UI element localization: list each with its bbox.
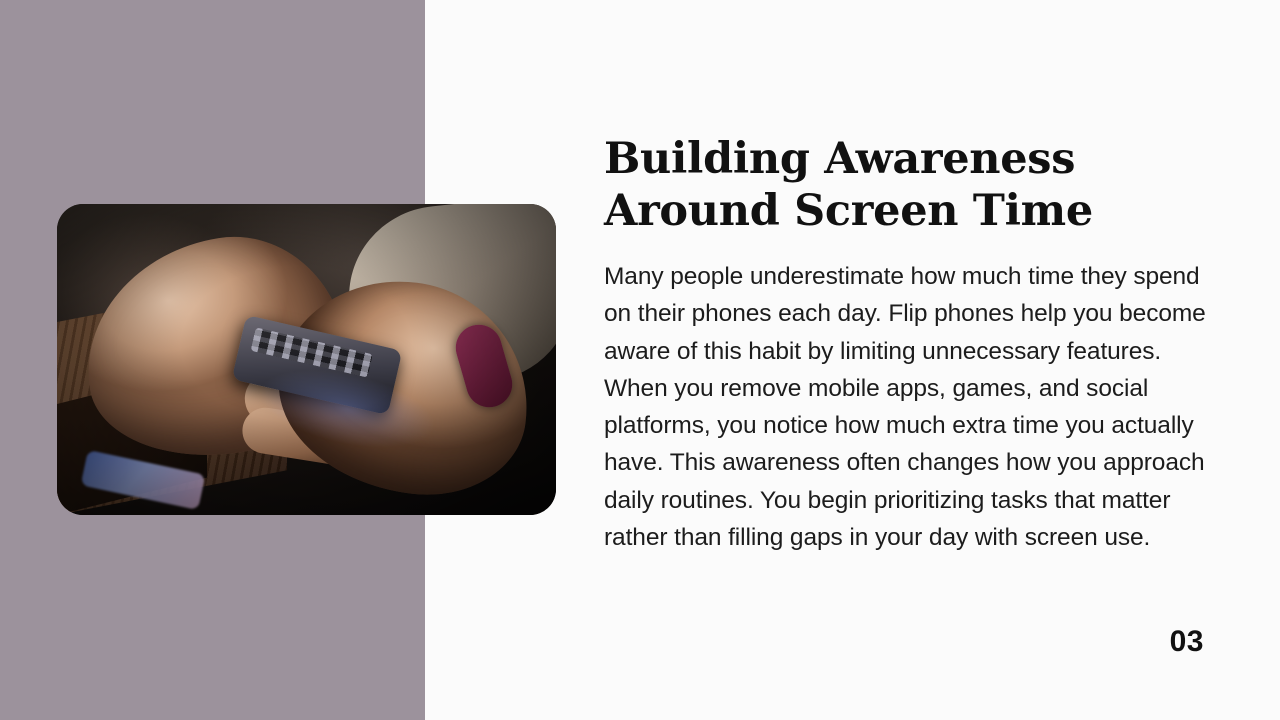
slide-content bbox=[604, 0, 1218, 720]
page-number: 03 bbox=[1169, 625, 1204, 658]
body-paragraph: Many people underestimate how much time they spend on their phones each day. Flip phones help you become aware of this habit by limiting unnecessary features. When you remove mobile apps, games, and social platforms, you notice how much extra time you actually have. This awareness often changes how you approach daily routines. You begin prioritizing tasks that matter rather than filling gaps in your day with screen use. bbox=[604, 263, 1206, 552]
hands-using-flip-phone-photo bbox=[57, 204, 556, 515]
page-title: Building Awareness Around Screen Time bbox=[604, 134, 1093, 236]
photo-vignette bbox=[57, 204, 556, 515]
